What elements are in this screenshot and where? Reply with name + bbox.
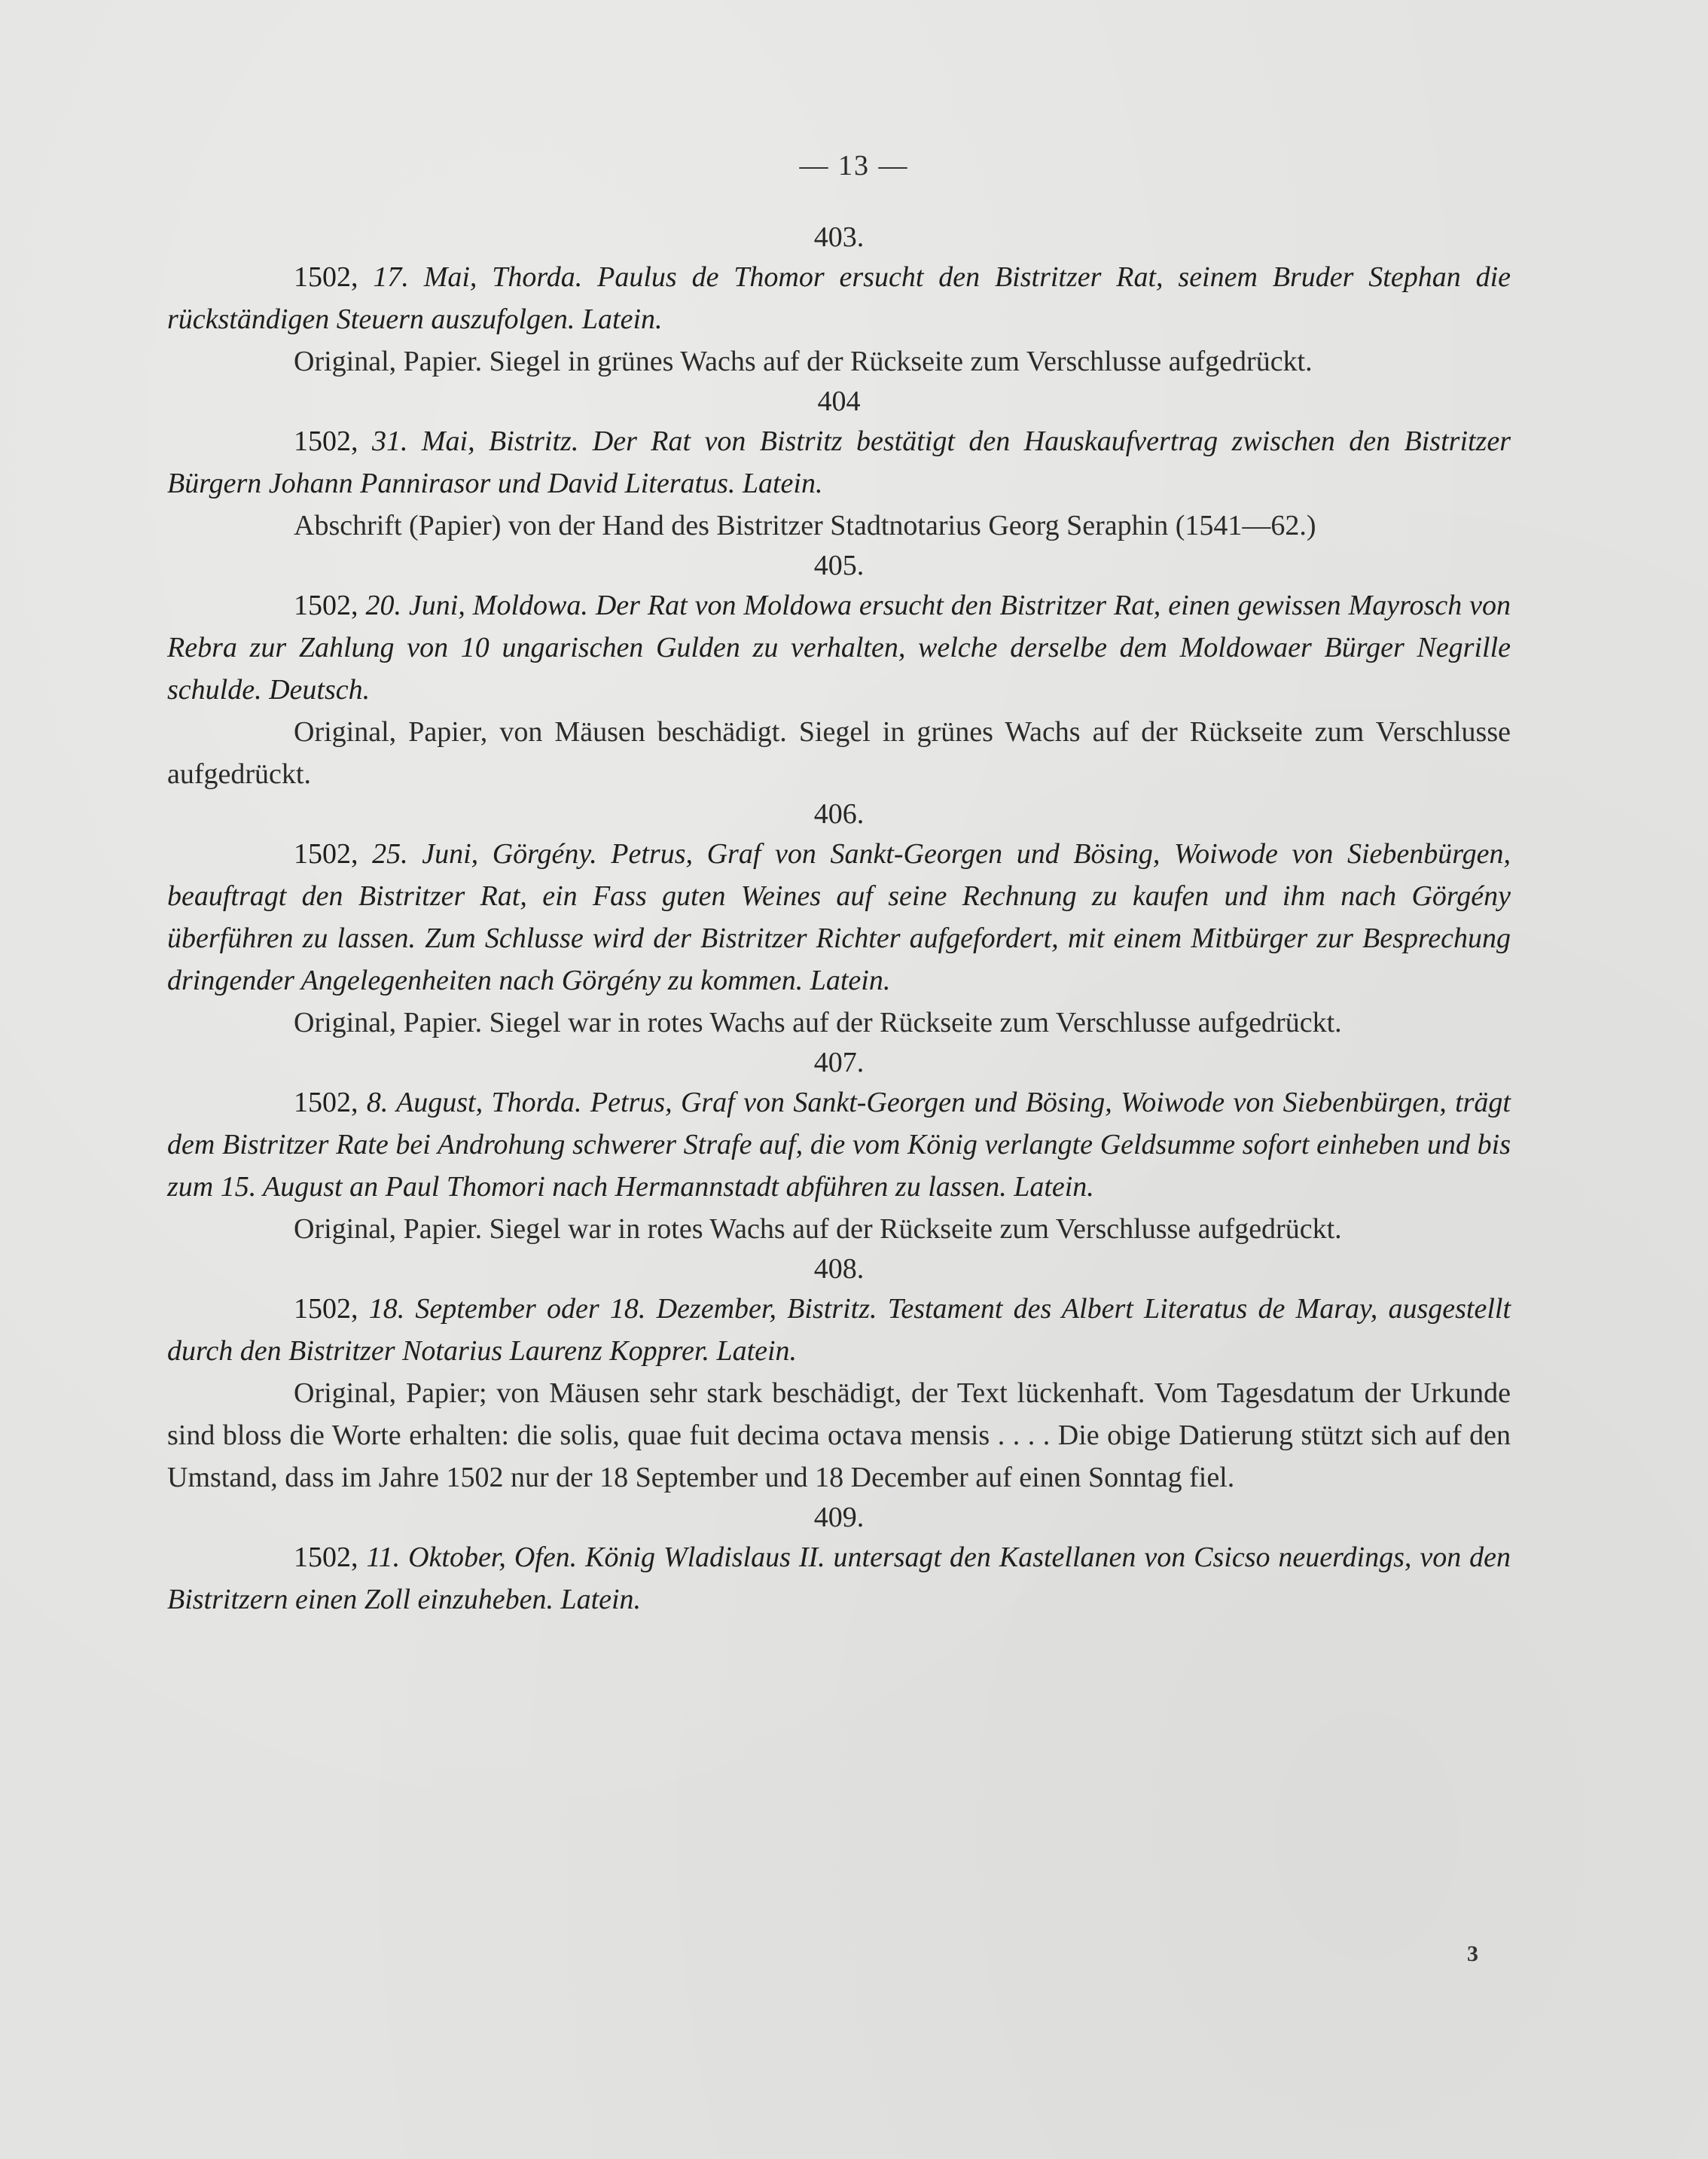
entry-405 [167, 547, 1511, 795]
entry-408 [167, 1250, 1511, 1499]
entry-year: 1502, [294, 1087, 358, 1118]
entry-summary: 18. September oder 18. Dezember, Bistritz. Testament des Albert Literatus de Maray, ausgestellt durch den Bistritzer Notarius Laurenz Kopprer. Latein. [167, 1293, 1511, 1367]
entry-number: 403. [813, 221, 865, 253]
entry-regest [167, 1081, 1511, 1208]
entry-year: 1502, [294, 590, 358, 621]
entry-404 [167, 383, 1511, 547]
entry-summary: 31. Mai, Bistritz. Der Rat von Bistritz bestätigt den Hauskaufvertrag zwischen den Bistritzer Bürgern Johann Pannirasor und David Literatus. Latein. [167, 425, 1511, 499]
entry-regest [167, 420, 1511, 505]
entry-number: 404 [817, 386, 861, 417]
entry-regest [167, 584, 1511, 711]
entry-source-note: Original, Papier. Siegel in grünes Wachs auf der Rückseite zum Verschlusse aufgedrückt. [294, 346, 1313, 377]
entry-summary: 8. August, Thorda. Petrus, Graf von Sankt-Georgen und Bösing, Woiwode von Siebenbürgen, trägt dem Bistritzer Rate bei Androhung schwerer Strafe auf, die vom König verlangte Geldsumme sofort einheben und bis zum 15. August an Paul Thomori nach Hermannstadt abführen zu lassen. Latein. [167, 1087, 1511, 1203]
entry-summary: 25. Juni, Görgény. Petrus, Graf von Sankt-Georgen und Bösing, Woiwode von Siebenbürgen, beauftragt den Bistritzer Rat, ein Fass guten Weines auf seine Rechnung zu kaufen und ihm nach Görgény überführen zu lassen. Zum Schlusse wird der Bistritzer Richter aufgefordert, mit einem Mitbürger zur Besprechung dringender Angelegenheiten nach Görgény zu kommen. Latein. [167, 838, 1511, 996]
entry-summary: 17. Mai, Thorda. Paulus de Thomor ersucht den Bistritzer Rat, seinem Bruder Stephan die rückständigen Steuern auszufolgen. Latein. [167, 261, 1511, 335]
entry-number: 408. [813, 1253, 865, 1285]
entry-number: 406. [813, 798, 865, 830]
entry-regest [167, 1536, 1511, 1621]
entry-source-note: Abschrift (Papier) von der Hand des Bistritzer Stadtnotarius Georg Seraphin (1541—62.) [294, 510, 1316, 541]
entry-year: 1502, [294, 1541, 358, 1573]
printer-signature-mark: 3 [1467, 1941, 1478, 1966]
entry-year: 1502, [294, 1293, 358, 1325]
entry-number: 409. [813, 1502, 865, 1533]
entry-regest [167, 1288, 1511, 1372]
entry-source-note: Original, Papier. Siegel war in rotes Wachs auf der Rückseite zum Verschlusse aufgedrückt. [294, 1007, 1342, 1038]
entry-source-note: Original, Papier. Siegel war in rotes Wachs auf der Rückseite zum Verschlusse aufgedrückt. [294, 1213, 1342, 1245]
entry-407 [167, 1044, 1511, 1250]
entry-regest [167, 833, 1511, 1002]
entry-year: 1502, [294, 261, 358, 293]
entry-409 [167, 1499, 1511, 1621]
page-number: — 13 — [799, 150, 909, 181]
entry-summary: 11. Oktober, Ofen. König Wladislaus II. untersagt den Kastellanen von Csicso neuerdings, von den Bistritzern einen Zoll einzuheben. Latein. [167, 1541, 1511, 1615]
entry-number: 407. [813, 1047, 865, 1078]
entry-number: 405. [813, 550, 865, 581]
entry-year: 1502, [294, 425, 358, 457]
entry-403 [167, 218, 1511, 383]
entry-source-note: Original, Papier, von Mäusen beschädigt. Siegel in grünes Wachs auf der Rückseite zum Verschlusse aufgedrückt. [167, 716, 1511, 790]
entry-summary: 20. Juni, Moldowa. Der Rat von Moldowa ersucht den Bistritzer Rat, einen gewissen Mayrosch von Rebra zur Zahlung von 10 ungarischen Gulden zu verhalten, welche derselbe dem Moldowaer Bürger Negrille schulde. Deutsch. [167, 590, 1511, 706]
entry-406 [167, 795, 1511, 1044]
entry-source-note: Original, Papier; von Mäusen sehr stark beschädigt, der Text lückenhaft. Vom Tagesdatum der Urkunde sind bloss die Worte erhalten: die solis, quae fuit decima octava mensis . . . . Die obige Datierung stützt sich auf den Umstand, dass im Jahre 1502 nur der 18 September und 18 December auf einen Sonntag fiel. [167, 1377, 1511, 1493]
document-body [167, 218, 1511, 1621]
entry-year: 1502, [294, 838, 358, 870]
entry-regest [167, 256, 1511, 340]
